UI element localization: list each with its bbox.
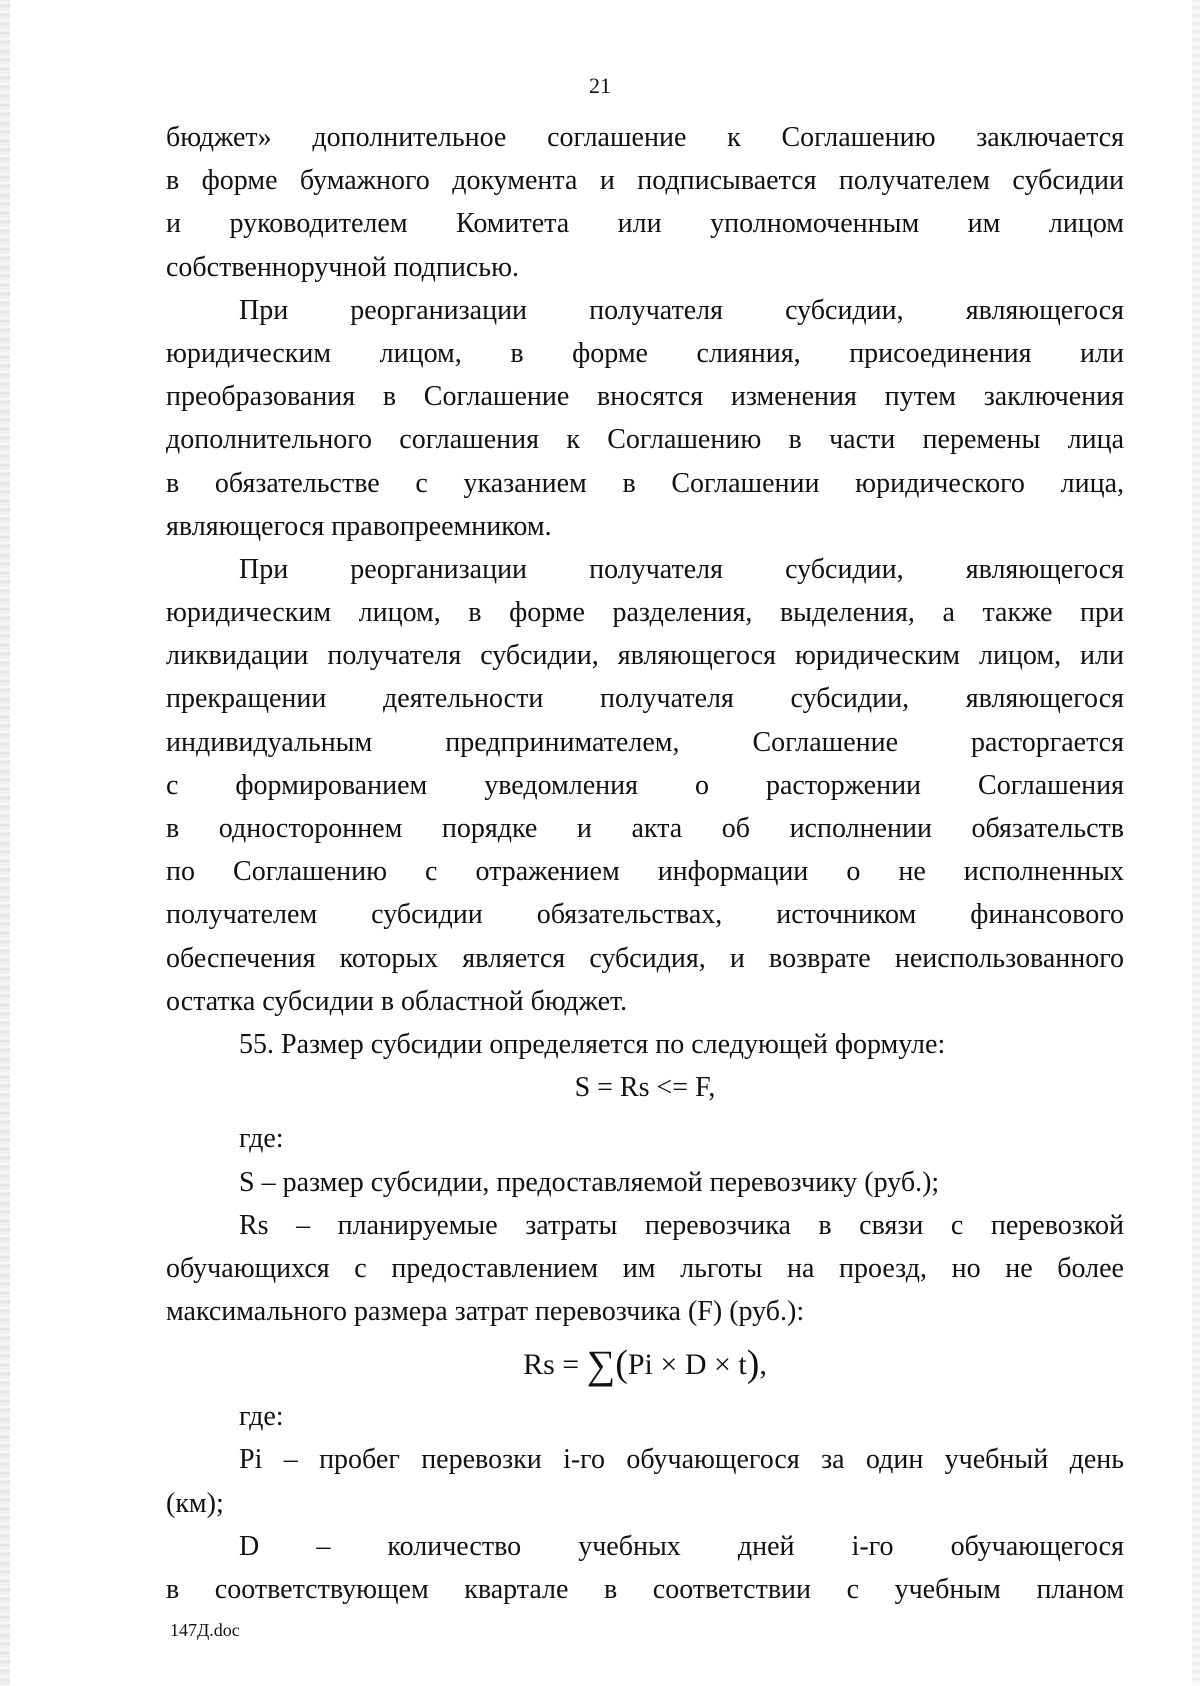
- text-line: получателем субсидии обязательствах, источником финансового: [166, 899, 1124, 931]
- text-line: 55. Размер субсидии определяется по следующей формуле:: [239, 1028, 946, 1060]
- text-line: D – количество учебных дней i-го обучающегося: [239, 1530, 1124, 1562]
- text-line: (км);: [166, 1487, 224, 1519]
- text-line: в одностороннем порядке и акта об исполнении обязательств: [166, 813, 1124, 844]
- text-line: где:: [239, 1401, 284, 1433]
- text-line: Rs – планируемые затраты перевозчика в связи с перевозкой: [239, 1209, 1124, 1241]
- text-line: ликвидации получателя субсидии, являющегося юридическим лицом, или: [166, 640, 1124, 672]
- text-line: остатка субсидии в областной бюджет.: [166, 985, 628, 1017]
- text-line: Pi – пробег перевозки i-го обучающегося за один учебный день: [239, 1444, 1124, 1476]
- text-line: бюджет» дополнительное соглашение к Соглашению заключается: [166, 122, 1124, 153]
- text-line: являющегося правопреемником.: [166, 510, 552, 542]
- text-line: прекращении деятельности получателя субсидии, являющегося: [166, 683, 1124, 715]
- formula-2-open-paren: (: [615, 1343, 628, 1386]
- page-number: 21: [589, 73, 611, 98]
- text-line: в обязательстве с указанием в Соглашении юридического лица,: [166, 467, 1124, 499]
- footer-filename: 147Д.doc: [170, 1620, 240, 1640]
- text-line: При реорганизации получателя субсидии, являющегося: [239, 294, 1124, 326]
- text-line: При реорганизации получателя субсидии, являющегося: [239, 553, 1124, 585]
- formula-2-body: Pi × D × t: [627, 1348, 747, 1382]
- formula-2-lhs: Rs =: [523, 1348, 580, 1382]
- text-line: преобразования в Соглашение вносятся изменения путем заключения: [166, 381, 1124, 413]
- text-line: обеспечения которых является субсидия, и возврате неиспользованного: [166, 942, 1124, 974]
- scan-edge-right: [1192, 0, 1200, 1686]
- text-line: и руководителем Комитета или уполномоченным им лицом: [166, 208, 1124, 240]
- text-line: собственноручной подписью.: [166, 251, 519, 283]
- formula-2-close-paren: ): [746, 1343, 760, 1386]
- text-line: в соответствующем квартале в соответствии с учебным планом: [166, 1574, 1124, 1605]
- text-line: дополнительного соглашения к Соглашению в части перемены лица: [166, 424, 1124, 456]
- text-line: по Соглашению с отражением информации о не исполненных: [166, 856, 1124, 888]
- formula-2-tail: ,: [759, 1348, 767, 1382]
- text-line: обучающихся с предоставлением им льготы на проезд, но не более: [166, 1252, 1124, 1284]
- scan-edge-left: [0, 0, 10, 1686]
- formula-2: [166, 1333, 1124, 1395]
- formula-1: S = Rs <= F,: [574, 1072, 716, 1104]
- text-line: где:: [239, 1123, 284, 1155]
- body-text: [166, 116, 1124, 1611]
- text-line: в форме бумажного документа и подписывается получателем субсидии: [166, 165, 1124, 197]
- sigma-symbol: ∑: [586, 1342, 616, 1388]
- text-line: юридическим лицом, в форме слияния, присоединения или: [166, 337, 1124, 369]
- text-line: юридическим лицом, в форме разделения, выделения, а также при: [166, 597, 1124, 629]
- text-line: индивидуальным предпринимателем, Соглашение расторгается: [166, 726, 1124, 758]
- text-line: максимального размера затрат перевозчика (F) (руб.):: [166, 1296, 805, 1328]
- text-line: S – размер субсидии, предоставляемой перевозчику (руб.);: [239, 1166, 940, 1198]
- text-line: с формированием уведомления о расторжении Соглашения: [166, 769, 1124, 801]
